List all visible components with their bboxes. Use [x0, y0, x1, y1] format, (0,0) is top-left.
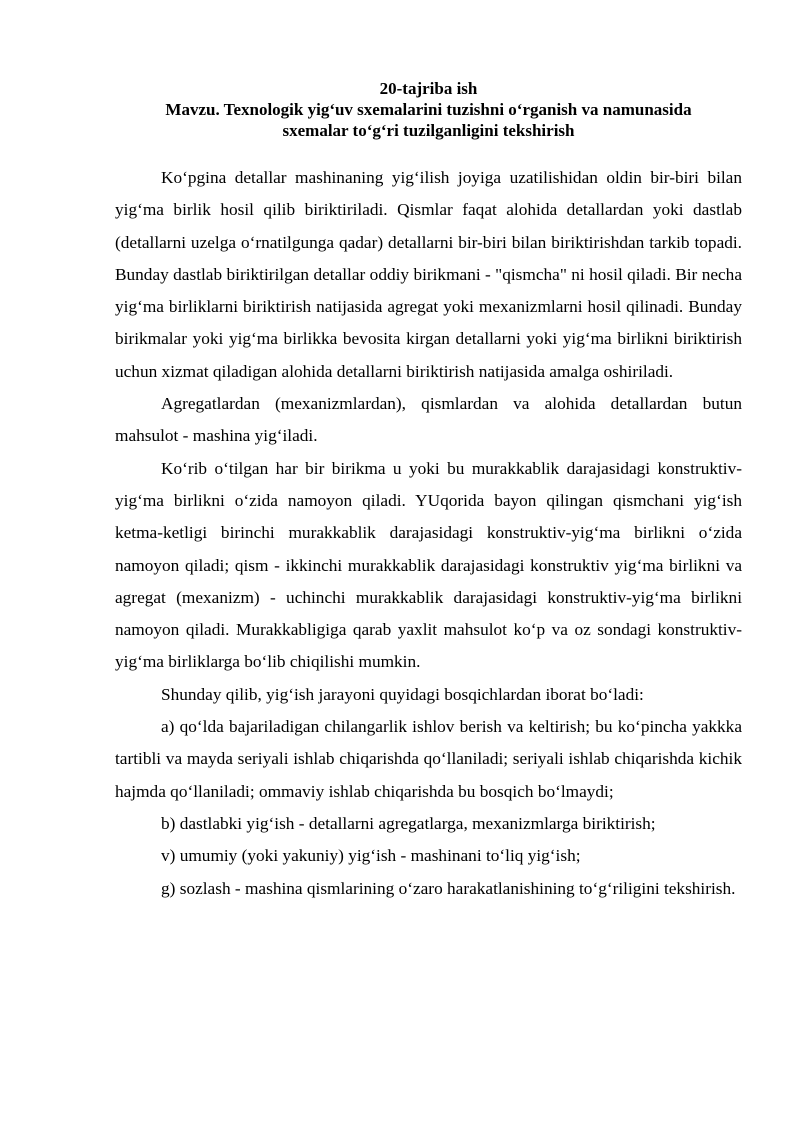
title-block — [115, 78, 742, 141]
paragraph-assembly-units: Ko‘pgina detallar mashinaning yig‘ilish joyiga uzatilishidan oldin bir-biri bilan yig‘ma birlik hosil qilib biriktiriladi. Qismlar faqat alohida detallardan yoki dastlab (detallarni uzelga o‘rnatilgunga qadar) detallarni bir-biri bilan biriktirishdan tarkib topadi. Bunday dastlab biriktirilgan detallar oddiy birikmani - "qismcha" ni hosil qiladi. Bir necha yig‘ma birliklarni biriktirish natijasida agregat yoki mexanizmlarni hosil qilinadi. Bunday birikmalar yoki yig‘ma birlikka bevosita kirgan detallarni yoki yig‘ma birlikni biriktirish uchun xizmat qiladigan alohida detallarni biriktirish natijasida amalga oshiriladi. — [115, 168, 742, 381]
paragraph-assembly-stages-intro: Shunday qilib, yig‘ish jarayoni quyidagi bosqichlardan iborat bo‘ladi: — [161, 684, 644, 704]
list-item-g: g) sozlash - mashina qismlarining o‘zaro harakatlanishining to‘g‘riligini tekshirish. — [161, 878, 736, 898]
paragraph-complexity-levels: Ko‘rib o‘tilgan har bir birikma u yoki bu murakkablik darajasidagi konstruktiv-yig‘ma birlikni o‘zida namoyon qiladi. YUqorida bayon qilingan qismchani yig‘ish ketma-ketligi birinchi murakkablik darajasidagi konstruktiv-yig‘ma birlikni o‘zida namoyon qiladi; qism - ikkinchi murakkablik darajasidagi konstruktiv yig‘ma birlikni va agregat (mexanizm) - uchinchi murakkablik darajasidagi konstruktiv-yig‘ma birlikni namoyon qiladi. Murakkabligiga qarab yaxlit mahsulot ko‘p va oz sondagi konstruktiv-yig‘ma birliklarga bo‘lib chiqilishi mumkin. — [115, 458, 742, 672]
topic-title-line-1: Mavzu. Texnologik yig‘uv sxemalarini tuzishni o‘rganish va namunasida — [165, 100, 692, 119]
topic-title-line-2: sxemalar to‘g‘ri tuzilganligini tekshirish — [282, 121, 575, 140]
body-text — [115, 162, 742, 905]
list-item-b: b) dastlabki yig‘ish - detallarni agregatlarga, mexanizmlarga biriktirish; — [161, 813, 656, 833]
list-item-v: v) umumiy (yoki yakuniy) yig‘ish - mashinani to‘liq yig‘ish; — [161, 846, 581, 866]
document-page — [115, 78, 742, 905]
paragraph-product-assembly: Agregatlardan (mexanizmlardan), qismlardan va alohida detallardan butun mahsulot - mashina yig‘iladi. — [115, 394, 742, 446]
list-item-a: a) qo‘lda bajariladigan chilangarlik ishlov berish va keltirish; bu ko‘pincha yakkka tartibli va mayda seriyali ishlab chiqarishda qo‘llaniladi; seriyali ishlab chiqarishda kichik hajmda qo‘llaniladi; ommaviy ishlab chiqarishda bu bosqich bo‘lmaydi; — [115, 717, 742, 801]
work-number-heading: 20-tajriba ish — [379, 79, 478, 98]
